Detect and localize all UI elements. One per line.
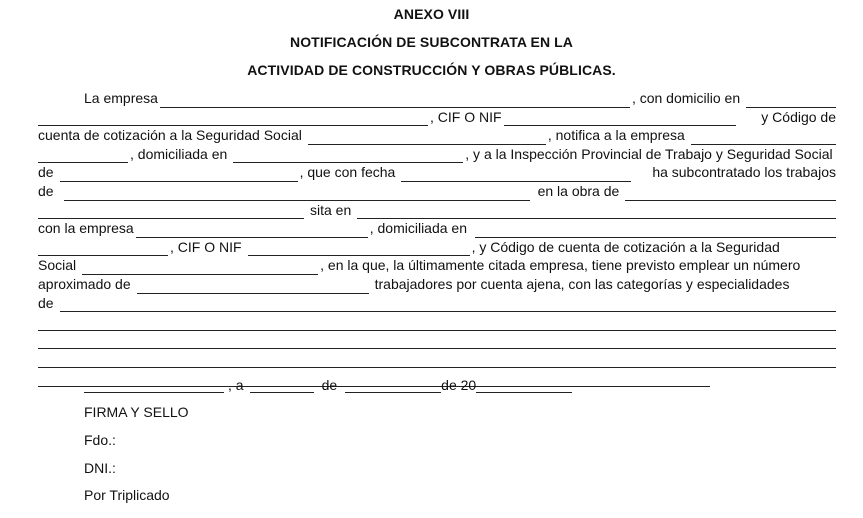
field-domiciliada-2[interactable]	[475, 224, 836, 238]
field-fecha[interactable]	[401, 168, 631, 182]
label-por-triplicado: Por Triplicado	[84, 487, 170, 503]
form-line-9	[38, 238, 836, 257]
field-especialidades[interactable]	[60, 298, 836, 312]
field-inspeccion-de[interactable]	[60, 168, 298, 182]
field-sita-en[interactable]	[357, 205, 836, 219]
form-line-11	[38, 275, 836, 294]
document-title-line-1: NOTIFICACIÓN DE SUBCONTRATA EN LA	[289, 34, 574, 50]
label-notifica-empresa: , notifica a la empresa	[547, 127, 685, 144]
field-empresa[interactable]	[160, 94, 630, 108]
label-social: Social	[38, 257, 77, 274]
field-cuenta-cotizacion[interactable]	[308, 131, 546, 145]
label-cif-nif: , CIF O NIF	[430, 108, 502, 125]
field-lugar[interactable]	[84, 379, 224, 393]
form-line-8	[38, 219, 836, 238]
label-cuenta-cotizacion: cuenta de cotización a la Seguridad Social	[38, 127, 302, 144]
label-cif-nif-2: , CIF O NIF	[170, 238, 242, 255]
form-line-13	[38, 312, 836, 331]
label-aproximado-de: aproximado de	[38, 275, 131, 292]
label-en-la-obra: en la obra de	[537, 182, 620, 199]
label-previsto-emplear: , en la que, la últimamente citada empresa, tiene previsto emplear un número	[320, 257, 801, 274]
field-obra[interactable]	[625, 187, 836, 201]
label-que-con-fecha: , que con fecha	[299, 164, 396, 181]
field-empresa-notificada[interactable]	[691, 131, 836, 145]
field-dia[interactable]	[250, 379, 314, 393]
label-domiciliada-en: , domiciliada en	[130, 145, 228, 162]
label-de-mes: de	[321, 377, 338, 393]
field-mes[interactable]	[345, 379, 441, 393]
label-de: de	[38, 164, 54, 181]
label-dni: DNI.:	[84, 460, 116, 476]
label-de-20: de 20	[441, 377, 477, 393]
field-domiciliada-2-cont[interactable]	[38, 242, 168, 256]
field-domicilio[interactable]	[746, 94, 836, 108]
field-domiciliada[interactable]	[233, 149, 463, 163]
form-line-14	[38, 331, 836, 350]
form-line-15	[38, 349, 836, 368]
annex-title: ANEXO VIII	[393, 6, 470, 22]
label-subcontratado: ha subcontratado los trabajos	[652, 164, 836, 181]
label-codigo-de: y Código de	[761, 108, 836, 125]
form-line-4	[38, 145, 836, 164]
field-numero-trabajadores[interactable]	[137, 280, 369, 294]
form-line-12	[38, 294, 836, 313]
form-line-6	[38, 182, 836, 201]
field-empresa-notificada-cont[interactable]	[38, 149, 128, 163]
form-body	[38, 89, 836, 387]
form-line-10	[38, 256, 836, 275]
field-cif-nif-2[interactable]	[248, 242, 470, 256]
label-inspeccion: , y a la Inspección Provincial de Trabajo y Seguridad Social	[465, 145, 833, 162]
label-con-domicilio: , con domicilio en	[631, 90, 741, 106]
document-title-line-2: ACTIVIDAD DE CONSTRUCCIÓN Y OBRAS PÚBLICAS.	[247, 62, 616, 78]
label-sita-en: sita en	[310, 201, 352, 218]
field-trabajos[interactable]	[64, 187, 530, 201]
field-cif-nif[interactable]	[504, 112, 736, 126]
label-domiciliada-en-2: , domiciliada en	[369, 220, 467, 237]
label-fdo: Fdo.:	[84, 432, 116, 448]
label-la-empresa: La empresa	[84, 90, 158, 106]
field-especialidades-cont-2[interactable]	[38, 335, 836, 349]
form-line-7	[38, 201, 836, 220]
form-line-5	[38, 163, 836, 182]
date-line	[84, 377, 572, 393]
field-domicilio-cont[interactable]	[38, 112, 428, 126]
label-de-especialidades: de	[38, 294, 54, 311]
form-line-3	[38, 126, 836, 145]
firma-y-sello: FIRMA Y SELLO	[84, 404, 189, 420]
field-especialidades-cont-3[interactable]	[38, 354, 836, 368]
field-empresa-sub[interactable]	[136, 224, 368, 238]
label-de-trabajos: de	[38, 182, 54, 199]
label-a: , a	[228, 377, 244, 393]
field-especialidades-cont-1[interactable]	[38, 317, 836, 331]
field-anio[interactable]	[476, 379, 572, 393]
field-obra-cont[interactable]	[38, 205, 304, 219]
label-con-la-empresa: con la empresa	[38, 220, 134, 237]
form-line-1	[38, 89, 836, 108]
form-line-2	[38, 108, 836, 127]
label-codigo-cuenta-2: , y Código de cuenta de cotización a la Seguridad	[471, 238, 780, 255]
field-seguridad-social[interactable]	[82, 261, 318, 275]
label-trabajadores: trabajadores por cuenta ajena, con las categorías y especialidades	[374, 275, 790, 292]
